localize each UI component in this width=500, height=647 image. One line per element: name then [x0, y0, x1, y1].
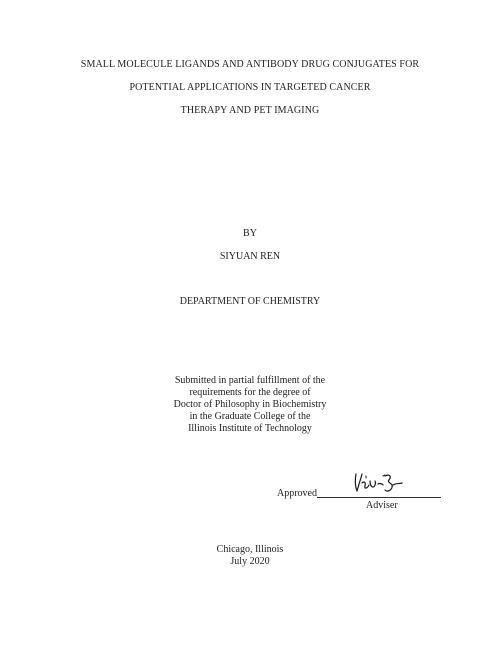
department-name: DEPARTMENT OF CHEMISTRY [179, 296, 321, 307]
author-name: SIYUAN REN [219, 251, 281, 262]
thesis-title-line-2: POTENTIAL APPLICATIONS IN TARGETED CANCER [129, 82, 371, 93]
approved-label: Approved [277, 488, 317, 499]
thesis-title-line-3: THERAPY AND PET IMAGING [180, 105, 320, 116]
signature-line [317, 497, 441, 498]
submission-date: July 2020 [230, 556, 270, 567]
submission-line: Illinois Institute of Technology [188, 423, 312, 434]
adviser-label: Adviser [366, 500, 398, 511]
thesis-title-line-1: SMALL MOLECULE LIGANDS AND ANTIBODY DRUG CONJUGATES FOR [80, 59, 420, 70]
submission-line: requirements for the degree of [189, 387, 311, 398]
submission-line: Doctor of Philosophy in Biochemistry [173, 399, 327, 410]
submission-line: Submitted in partial fulfillment of the [174, 375, 326, 386]
submission-line: in the Graduate College of the [189, 411, 311, 422]
by-label: BY [243, 228, 257, 239]
location-city: Chicago, Illinois [216, 544, 284, 555]
adviser-signature [352, 470, 406, 496]
submission-statement [0, 375, 500, 435]
